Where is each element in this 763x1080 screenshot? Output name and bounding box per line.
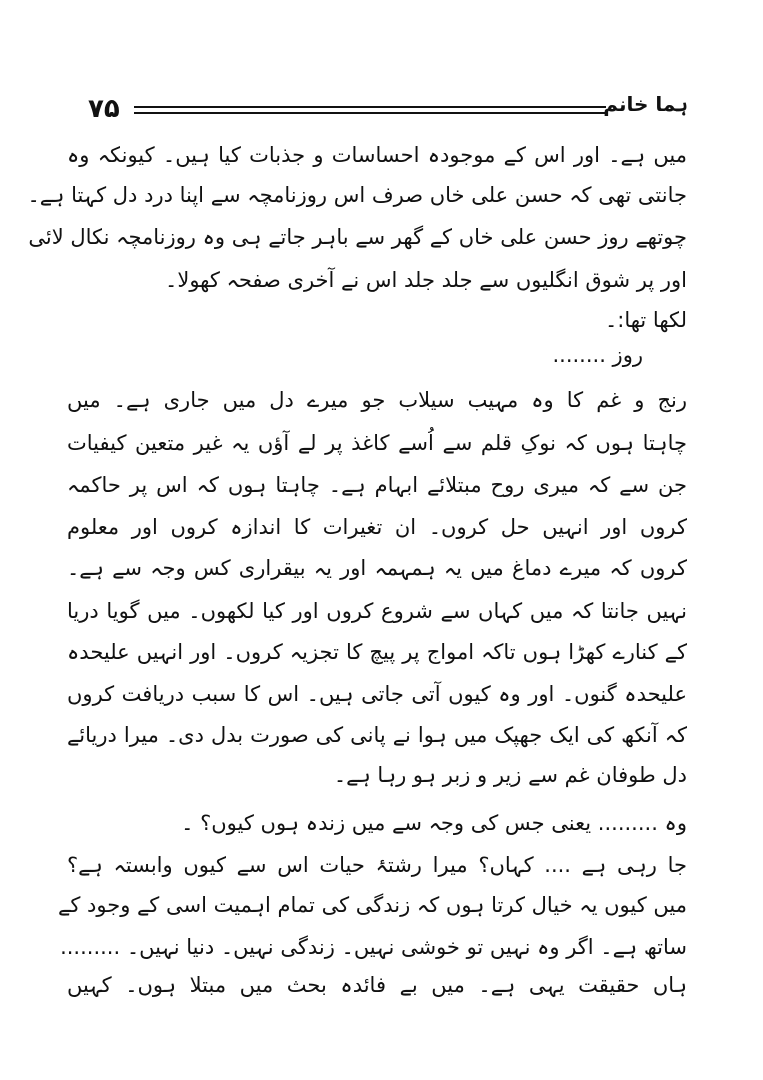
text-line: نہیں جانتا کہ میں کہاں سے شروع کروں اور کیا لکھوں۔ میں گویا دریا bbox=[67, 599, 687, 623]
header-rule bbox=[134, 106, 606, 108]
text-line: وہ ......... یعنی جس کی وجہ سے میں زندہ ہوں کیوں؟ ۔ bbox=[181, 811, 687, 835]
text-line: کروں کہ میرے دماغ میں یہ ہمہمہ اور یہ بیقراری کس وجہ سے ہے۔ bbox=[67, 556, 687, 580]
text-line: جانتی تھی کہ حسن علی خاں صرف اس روزنامچہ سے اپنا درد دل کہتا ہے۔ bbox=[27, 183, 687, 207]
text-line: چاہتا ہوں کہ نوکِ قلم سے اُسے کاغذ پر لے آؤں یہ غیر متعین کیفیات bbox=[67, 431, 687, 455]
diary-date-line: روز ........ bbox=[552, 343, 643, 367]
text-line: چوتھے روز حسن علی خاں کے گھر سے باہر جاتے ہی وہ روزنامچہ نکال لائی bbox=[28, 225, 687, 249]
text-line: علیحدہ گنوں۔ اور وہ کیوں آتی جاتی ہیں۔ اس کا سبب دریافت کروں bbox=[67, 682, 687, 706]
text-line: ساتھ ہے۔ اگر وہ نہیں تو خوشی نہیں۔ زندگی نہیں۔ دنیا نہیں۔ ......... bbox=[60, 935, 687, 959]
text-line: جا رہی ہے .... کہاں؟ میرا رشتۂ حیات اس سے کیوں وابستہ ہے؟ bbox=[67, 853, 687, 877]
text-line: میں ہے۔ اور اس کے موجودہ احساسات و جذبات کیا ہیں۔ کیونکہ وہ bbox=[67, 143, 687, 167]
text-line: جن سے کہ میری روح مبتلائے ابہام ہے۔ چاہتا ہوں کہ اس پر حاکمہ bbox=[67, 473, 687, 497]
text-line: دل طوفان غم سے زیر و زبر ہو رہا ہے۔ bbox=[333, 763, 687, 787]
text-line: لکھا تھا:۔ bbox=[604, 308, 687, 332]
text-line: اور پر شوق انگلیوں سے جلد جلد اس نے آخری صفحہ کھولا۔ bbox=[165, 268, 687, 292]
text-line: کے کنارے کھڑا ہوں تاکہ امواج پر پیچ کا تجزیہ کروں۔ اور انہیں علیحدہ bbox=[67, 640, 687, 664]
text-line: رنج و غم کا وہ مہیب سیلاب جو میرے دل میں جاری ہے۔ میں bbox=[67, 388, 687, 412]
text-line: کروں اور انہیں حل کروں۔ ان تغیرات کا اندازہ کروں اور معلوم bbox=[67, 515, 687, 539]
page-header bbox=[88, 92, 688, 132]
text-line: کہ آنکھ کی ایک جھپک میں ہوا نے پانی کی صورت بدل دی۔ میرا دریائے bbox=[67, 723, 687, 747]
text-line: ہاں حقیقت یہی ہے۔ میں بے فائدہ بحث میں مبتلا ہوں۔ کہیں bbox=[67, 973, 687, 997]
running-title: ہما خانم bbox=[603, 92, 688, 116]
page-number: ۷۵ bbox=[88, 94, 120, 124]
text-line: میں کیوں یہ خیال کرتا ہوں کہ زندگی کی تمام اہمیت اسی کے وجود کے bbox=[58, 893, 687, 917]
header-rule-double bbox=[134, 112, 606, 114]
